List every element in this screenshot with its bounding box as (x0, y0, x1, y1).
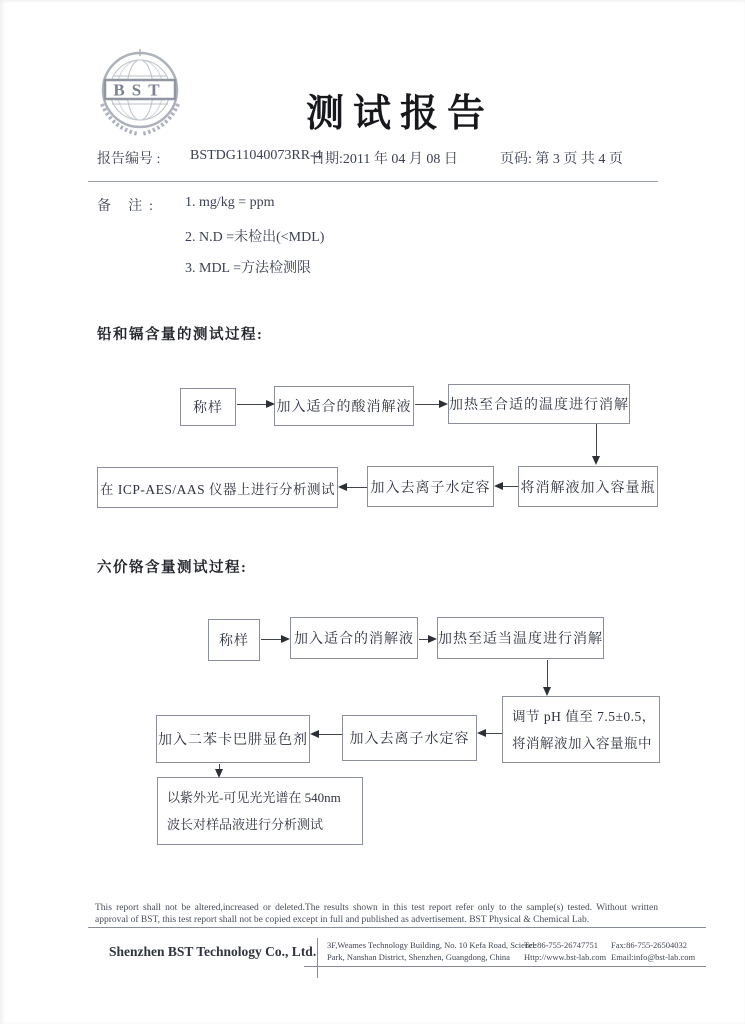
footer-company-name: Shenzhen BST Technology Co., Ltd. (109, 944, 317, 959)
flow-step-add-deionized-water-2: 加入去离子水定容 (342, 715, 477, 761)
section-title-lead-cadmium: 铅和镉含量的测试过程: (97, 327, 264, 343)
flow-arrow-line (503, 486, 518, 487)
footer-tel-web (524, 940, 606, 963)
footer-top-divider (88, 927, 706, 928)
footer-address (327, 940, 537, 963)
flow-arrow-head (477, 729, 486, 737)
flow-arrow-line (415, 404, 440, 405)
remark-item-1: 1. mg/kg = ppm (185, 195, 275, 210)
flow-arrow-head (266, 400, 275, 408)
footer-email: Email:info@bst-lab.com (611, 951, 696, 962)
flow-arrow-line (486, 733, 502, 734)
flow-arrow-line (319, 734, 342, 735)
flow-arrow-head (494, 482, 503, 490)
remark-item-2: 2. N.D =未检出(<MDL) (185, 230, 325, 245)
flow-arrow-head (338, 483, 347, 491)
flow-step-add-deionized-water-1: 加入去离子水定容 (367, 466, 494, 507)
footer-fax: Fax:86-755-26504032 (611, 940, 688, 950)
footer-bottom-divider (304, 966, 706, 967)
flow-step-add-acid-digestion: 加入适合的酸消解液 (274, 386, 414, 426)
footer-tel: Tel:86-755-26747751 (524, 940, 599, 950)
report-date: 日期:2011 年 04 月 08 日 (311, 152, 458, 167)
flow-arrow-head (281, 635, 290, 643)
flow-step-uv-vis-line2: 波长对样品液进行分析测试 (167, 817, 324, 832)
report-no-value: BSTDG11040073RR-4 (190, 148, 322, 163)
footer-address-line2: Park, Nanshan District, Shenzhen, Guangdong, China (327, 951, 510, 962)
flow-step-add-digestion-solution: 加入适合的消解液 (290, 617, 418, 659)
flow-step-adjust-ph-line1: 调节 pH 值至 7.5±0.5， (512, 708, 656, 724)
report-no-label: 报告编号 : (97, 152, 161, 167)
disclaimer-line1: This report shall not be altered,increased or deleted.The results shown in this test report refer only to the sample(s) tested. Without written (95, 903, 658, 913)
remark-item-3: 3. MDL =方法检测限 (185, 261, 311, 276)
flow-step-weigh-sample-2: 称样 (208, 619, 260, 661)
flow-arrow-head (428, 635, 437, 643)
document-title: 测试报告 (305, 93, 494, 135)
footer-website: Http://www.bst-lab.com (524, 951, 607, 962)
flow-step-heat-digest-2: 加热至适当温度进行消解 (437, 617, 604, 659)
flow-step-weigh-sample-1: 称样 (180, 388, 236, 426)
flow-arrow-head (215, 769, 223, 778)
flow-arrow-head (310, 730, 319, 738)
flow-step-icp-analysis: 在 ICP-AES/AAS 仪器上进行分析测试 (97, 467, 338, 508)
flow-step-transfer-flask: 将消解液加入容量瓶 (518, 466, 658, 507)
report-page-info: 页码: 第 3 页 共 4 页 (500, 152, 623, 167)
flow-arrow-line (237, 404, 267, 405)
disclaimer-line2: approval of BST, this test report shall not be copied except in full and published as advertisement. BST Physical & Chemical Lab. (95, 915, 590, 925)
flow-step-heat-digest-1: 加热至合适的温度进行消解 (448, 384, 630, 424)
flow-step-uv-vis-analysis (157, 777, 363, 845)
flow-arrow-line (261, 639, 283, 640)
flow-step-add-diphenylcarbazide: 加入二苯卡巴肼显色剂 (156, 715, 310, 763)
flow-arrow-head (592, 456, 600, 465)
disclaimer (95, 902, 658, 926)
flow-step-adjust-ph (502, 696, 660, 763)
section-title-hexavalent-chromium: 六价铬含量测试过程: (97, 560, 248, 576)
flow-arrow-line (547, 660, 548, 688)
flow-step-adjust-ph-line2: 将消解液加入容量瓶中 (512, 735, 652, 751)
footer-address-line1: 3F,Weames Technology Building, No. 10 Kefa Road, Science (327, 940, 537, 950)
bst-logo-text: BST (113, 80, 167, 100)
flow-step-uv-vis-line1: 以紫外光-可见光光谱在 540nm (167, 790, 341, 805)
footer-fax-email (611, 940, 695, 963)
remarks-label: 备 注: (97, 199, 153, 214)
flow-arrow-head (439, 400, 448, 408)
flow-arrow-line (347, 487, 367, 488)
footer-vertical-divider (317, 938, 318, 978)
flow-arrow-line (596, 424, 597, 457)
bst-logo-icon (88, 46, 192, 144)
flow-arrow-head (543, 687, 551, 696)
header-divider (88, 181, 658, 182)
